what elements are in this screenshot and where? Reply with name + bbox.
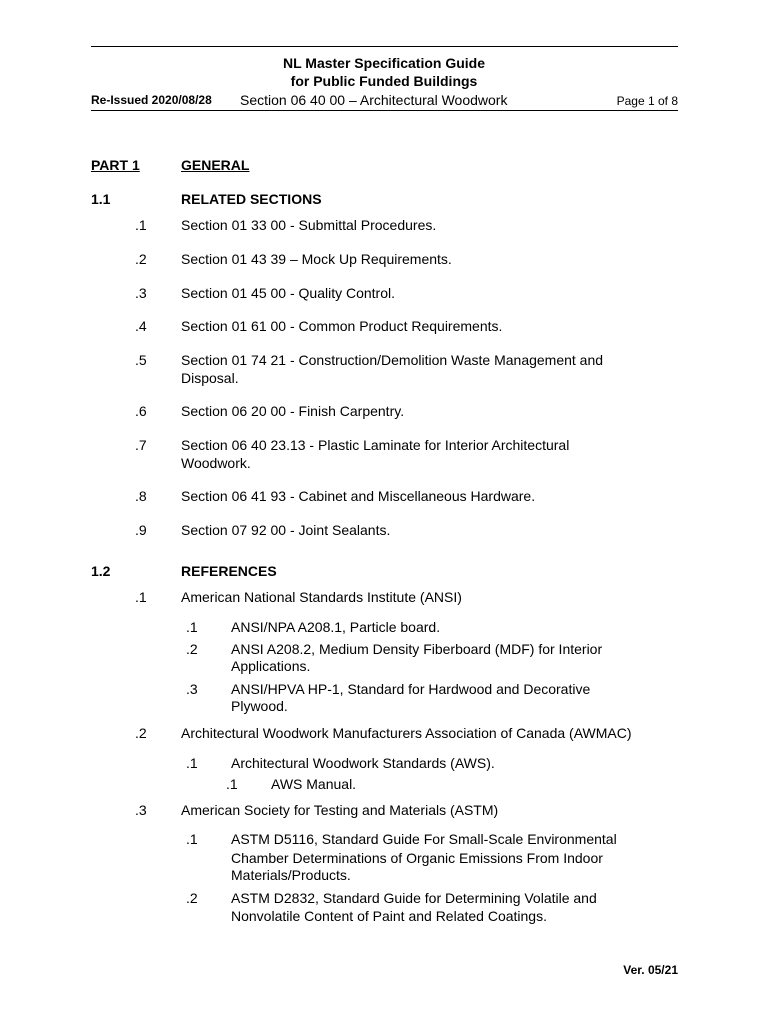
header-top-rule [91,46,678,47]
list-item-continuation: Disposal. [181,370,239,386]
list-item-number: .9 [135,522,147,538]
reference-awmac: Architectural Woodwork Manufacturers Association of Canada (AWMAC) [181,725,632,741]
part-number: PART 1 [91,157,140,173]
page-number: Page 1 of 8 [616,94,678,108]
reissued-date: Re-Issued 2020/08/28 [91,93,212,107]
list-item: Section 01 74 21 - Construction/Demolition Waste Management and [181,352,604,368]
list-item: Section 06 41 93 - Cabinet and Miscellaneous Hardware. [181,488,536,504]
sub-item: ASTM D2832, Standard Guide for Determining Volatile and [231,890,597,906]
article-number-1-2: 1.2 [91,563,111,579]
list-item-number: .5 [135,352,147,368]
list-item-number: .1 [135,217,147,233]
sub-sub-item: AWS Manual. [271,776,357,792]
sub-item: ANSI/NPA A208.1, Particle board. [231,619,441,635]
list-item: Section 01 43 39 – Mock Up Requirements. [181,251,452,267]
list-item-number: .8 [135,488,147,504]
sub-item: ASTM D5116, Standard Guide For Small-Scale Environmental [231,831,617,847]
sub-item-number: .1 [186,619,198,635]
sub-item-continuation: Plywood. [231,698,288,714]
list-item-continuation: Woodwork. [181,455,251,471]
list-item-number: .1 [135,589,147,605]
list-item-number: .7 [135,437,147,453]
sub-item: Architectural Woodwork Standards (AWS). [231,755,495,771]
list-item-number: .4 [135,318,147,334]
article-number-1-1: 1.1 [91,191,111,207]
sub-item-continuation: Materials/Products. [231,867,351,883]
header-title-line2: for Public Funded Buildings [290,73,478,89]
sub-item-continuation: Chamber Determinations of Organic Emissions From Indoor [231,850,603,866]
sub-sub-item-number: .1 [226,776,238,792]
reference-astm: American Society for Testing and Materials (ASTM) [181,802,499,818]
list-item: Section 06 20 00 - Finish Carpentry. [181,403,405,419]
sub-item-number: .1 [186,831,198,847]
list-item: Section 06 40 23.13 - Plastic Laminate for Interior Architectural [181,437,570,453]
sub-item: ANSI A208.2, Medium Density Fiberboard (MDF) for Interior [231,641,603,657]
header-bottom-rule [91,110,678,111]
footer-version: Ver. 05/21 [623,963,678,977]
list-item-number: .2 [135,725,147,741]
list-item: Section 01 33 00 - Submittal Procedures. [181,217,437,233]
article-title-related-sections: RELATED SECTIONS [181,191,322,207]
list-item-number: .3 [135,285,147,301]
sub-item-number: .2 [186,641,198,657]
part-title: GENERAL [181,157,250,173]
reference-ansi: American National Standards Institute (ANSI) [181,589,462,605]
list-item: Section 07 92 00 - Joint Sealants. [181,522,391,538]
sub-item-continuation: Nonvolatile Content of Paint and Related Coatings. [231,908,547,924]
header-title-line1: NL Master Specification Guide [282,55,485,71]
list-item-number: .2 [135,251,147,267]
list-item: Section 01 61 00 - Common Product Requirements. [181,318,503,334]
article-title-references: REFERENCES [181,563,277,579]
sub-item-continuation: Applications. [231,658,311,674]
section-title: Section 06 40 00 – Architectural Woodwork [240,92,508,108]
sub-item-number: .2 [186,890,198,906]
sub-item: ANSI/HPVA HP-1, Standard for Hardwood and Decorative [231,681,591,697]
list-item-number: .3 [135,802,147,818]
list-item-number: .6 [135,403,147,419]
sub-item-number: .1 [186,755,198,771]
list-item: Section 01 45 00 - Quality Control. [181,285,396,301]
sub-item-number: .3 [186,681,198,697]
